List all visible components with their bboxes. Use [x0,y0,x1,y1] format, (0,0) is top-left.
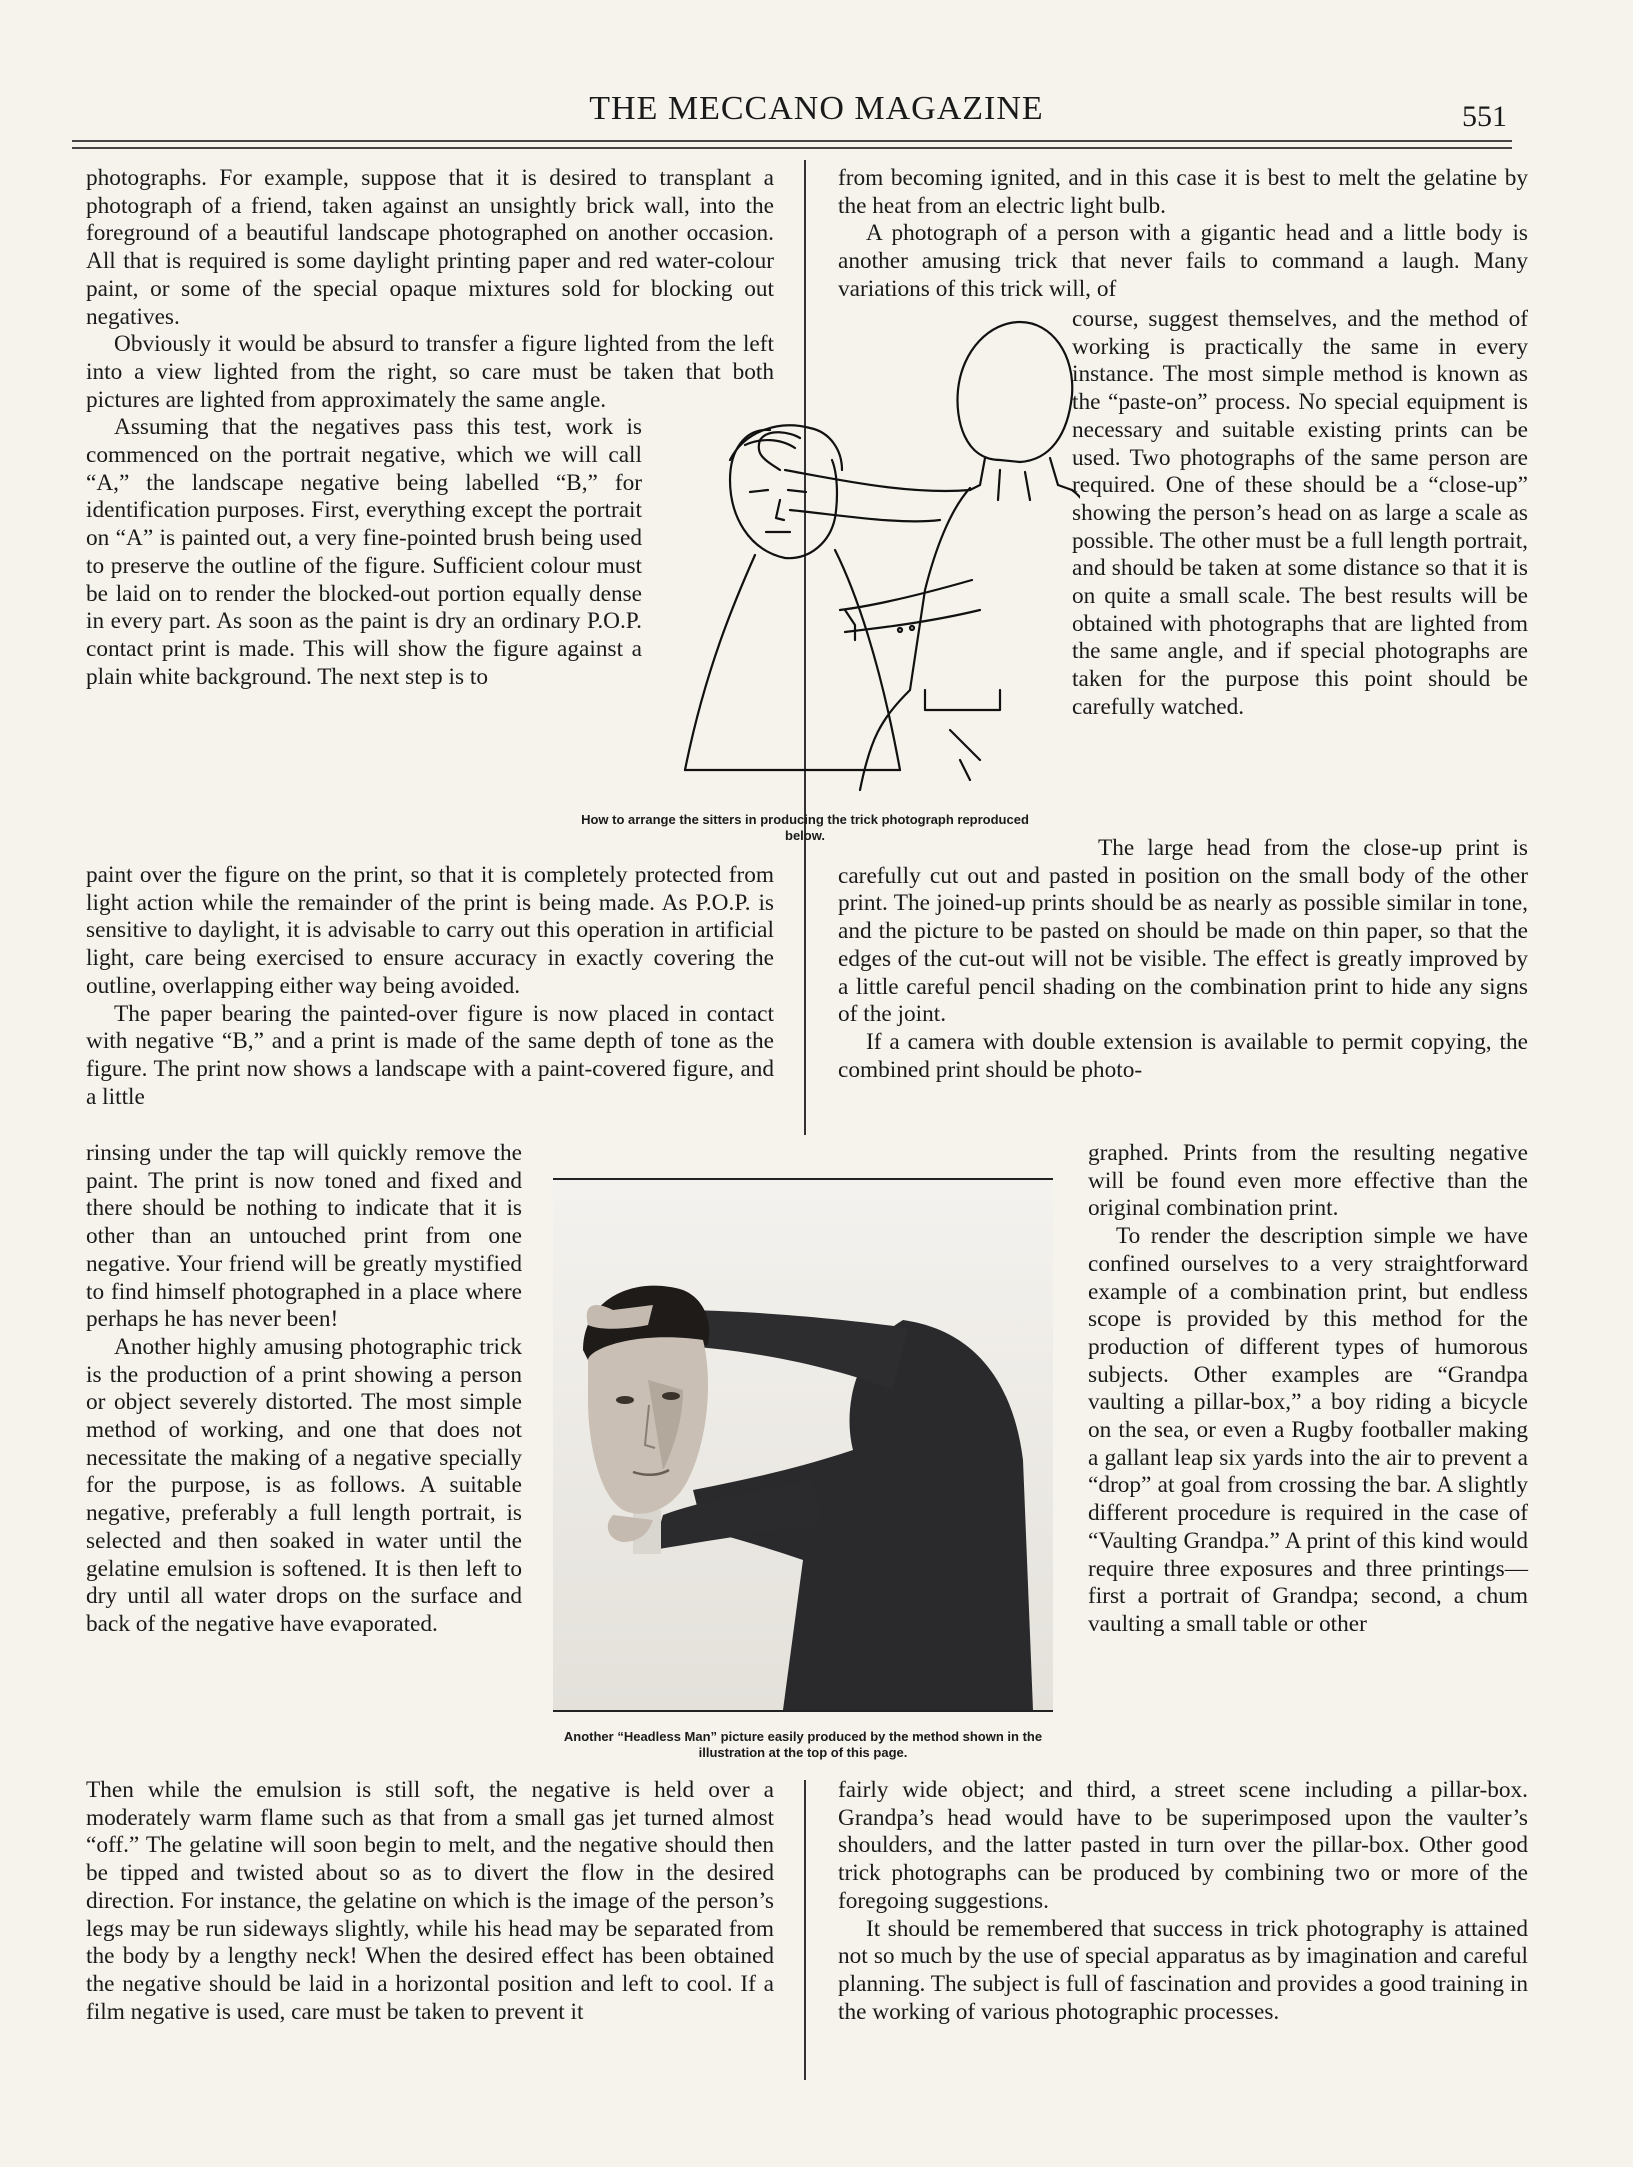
paragraph: To render the description simple we have confined ourselves to a very straightforward example of a combination print, but endless scope is provided by this method for the production of different types of humorous subjects. Other examples are “Grandpa vaulting a pillar-box,” a boy riding a bicycle on the sea, or even a Rugby footballer making a gallant leap six yards into the air to prevent a “drop” at goal from crossing the bar. A slightly different procedure is required in the case of “Vaulting Grandpa.” A print of this kind would require three exposures and three printings—first a portrait of Grandpa; second, a chum vaulting a small table or other [1088,1223,1528,1637]
paragraph: The large head from the close-up print is carefully cut out and pasted in position on the small body of the other print. The joined-up prints should be as nearly as possible similar in tone, and the picture to be pasted on should be made on thin paper, so that the edges of the cut-out will not be visible. The effect is greatly improved by a little careful pencil shading on the combination print to hide any signs of the joint. [838,835,1528,1028]
paragraph: photographs. For example, suppose that it is desired to transplant a photograph of a friend, taken against an unsightly brick wall, into the foreground of a beautiful landscape photographed on another occasion. All that is required is some daylight printing paper and red water-colour paint, or some of the special opaque mixtures sold for blocking out negatives. [86,165,774,330]
page-number: 551 [1462,100,1507,133]
paragraph: Assuming that the negatives pass this test, work is commenced on the portrait negative, which we will call “A,” the landscape negative being labelled “B,” for identification purposes. First, everything except the portrait on “A” is painted out, a very fine-pointed brush being used to preserve the outline of the figure. Sufficient colour must be laid on to render the blocked-out portion equally dense in every part. As soon as the paint is dry an ordinary P.O.P. contact print is made. This will show the figure against a plain white background. The next step is to [86,414,642,690]
magazine-title: THE MECCANO MAGAZINE [589,90,1044,127]
paragraph: graphed. Prints from the resulting negative will be found even more effective than the original combination print. [1088,1140,1528,1222]
headless-man-photo [553,1178,1053,1712]
paragraph: rinsing under the tap will quickly remove the paint. The print is now toned and fixed and there should be nothing to indicate that it is other than an untouched print from one negative. Your friend will be greatly mystified to find himself photographed in a place where perhaps he has never been! [86,1140,522,1333]
left-column-c [86,1140,522,1639]
paragraph: course, suggest themselves, and the method of working is practically the same in every instance. The most simple method is known as the “paste-on” process. No special equipment is necessary and suitable existing prints can be used. Two photographs of the same person are required. One of these should be a “close-up” showing the person’s head on as large a scale as possible. The other must be a full length portrait, and should be taken at some distance so that it is on quite a small scale. The best results will be obtained with photographs that are lighted from the same angle, and if special photographs are taken for the purpose this point should be carefully watched. [1072,306,1528,720]
paragraph: fairly wide object; and third, a street scene including a pillar-box. Grandpa’s head would have to be superimposed upon the vaulter’s shoulders, and the latter pasted in turn over the pillar-box. Other good trick photographs can be produced by combining two or more of the foregoing suggestions. [838,1777,1528,1914]
paragraph: A photograph of a person with a gigantic head and a little body is another amusing trick that never fails to command a laugh. Many variations of this trick will, of [838,220,1528,302]
left-column-b [86,862,774,1111]
right-column-e [838,1777,1528,2026]
photo-caption: Another “Headless Man” picture easily produced by the method shown in the illustration at the top of this page. [563,1729,1043,1760]
paragraph: from becoming ignited, and in this case it is best to melt the gelatine by the heat from an electric light bulb. [838,165,1528,219]
right-column-d [1088,1140,1528,1639]
paragraph: Another highly amusing photographic trick is the production of a print showing a person or object severely distorted. The most simple method of working, and one that does not necessitate the making of a negative specially for the purpose, is as follows. A suitable negative, preferably a full length portrait, is selected and then soaked in water until the gelatine emulsion is softened. It is then left to dry until all water drops on the surface and back of the negative have evaporated. [86,1333,522,1637]
paragraph: It should be remembered that success in trick photography is attained not so much by the use of special apparatus as by imagination and careful planning. The subject is full of fascination and provides a good training in the working of various photographic processes. [838,1915,1528,2025]
header-rule-bottom [72,147,1512,149]
header-rule-top [72,140,1512,142]
column-divider-middle [804,865,806,1135]
left-column-d [86,1777,774,2026]
paragraph: paint over the figure on the print, so that it is completely protected from light action while the remainder of the print is being made. As P.O.P. is sensitive to daylight, it is advisable to carry out this operation in artificial light, care being exercised to ensure accuracy in exactly covering the outline, overlapping either way being avoided. [86,862,774,999]
right-column-b [1072,306,1528,722]
column-divider-lower [804,1780,806,2080]
drawing-caption: How to arrange the sitters in producing the trick photograph reproduced below. [581,812,1029,843]
paragraph: The paper bearing the painted-over figure is now placed in contact with negative “B,” and a print is made of the same depth of tone as the figure. The print now shows a landscape with a paint-covered figure, and a little [86,1000,774,1110]
right-column-a [838,165,1528,304]
sitters-arrangement-drawing [580,310,1080,810]
right-column-c [838,835,1528,1084]
photo-image [553,1180,1053,1710]
paragraph: Obviously it would be absurd to transfer a figure lighted from the left into a view lighted from the right, so care must be taken that both pictures are lighted from approximately the same angle. [86,331,774,413]
paragraph: Then while the emulsion is still soft, the negative is held over a moderately warm flame such as that from a small gas jet turned almost “off.” The gelatine will soon begin to melt, and the negative should then be tipped and twisted about so as to divert the flow in the desired direction. For instance, the gelatine on which is the image of the person’s legs may be run sideways slightly, while his head may be separated from the body by a lengthy neck! When the desired effect has been obtained the negative should be laid in a horizontal position and left to cool. If a film negative is used, care must be taken to prevent it [86,1777,774,2025]
paragraph: If a camera with double extension is available to permit copying, the combined print should be photo- [838,1028,1528,1083]
